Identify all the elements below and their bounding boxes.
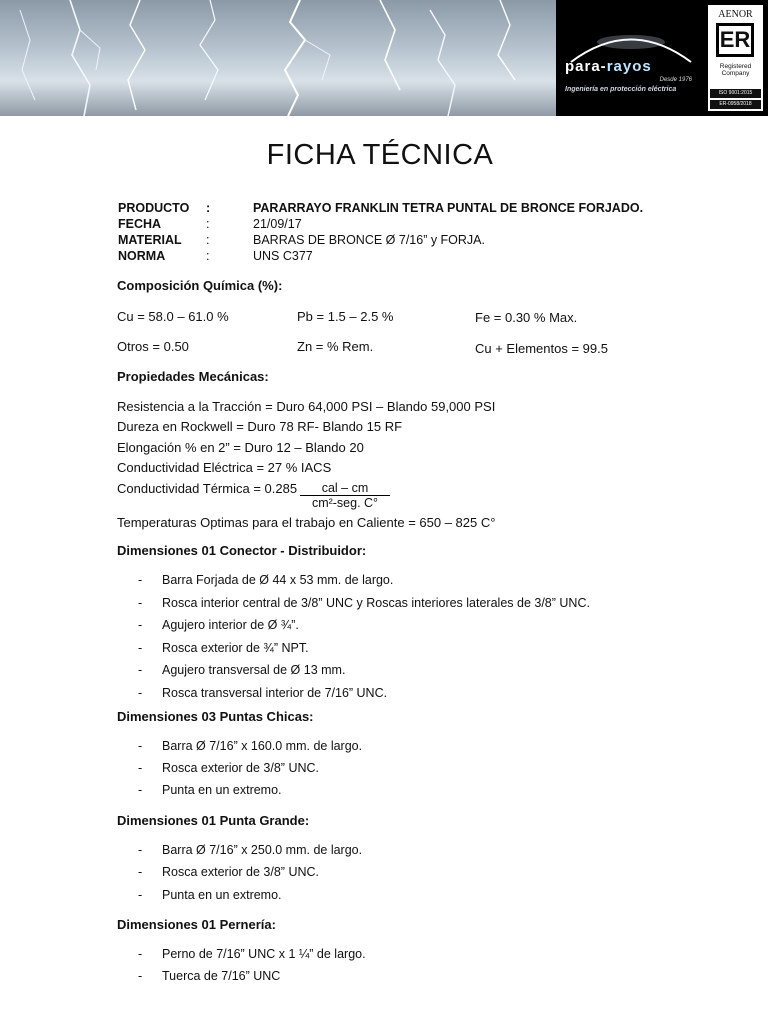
section-heading: Dimensiones 01 Conector - Distribuidor: bbox=[117, 543, 367, 558]
thermal-units-fraction bbox=[300, 481, 390, 510]
thermal-denominator: cm²-seg. C° bbox=[311, 496, 379, 510]
material-sep: : bbox=[206, 233, 210, 247]
standard-label: NORMA bbox=[118, 249, 166, 263]
product-label: PRODUCTO bbox=[118, 201, 190, 215]
list-item: - Barra Ø 7/16” x 250.0 mm. de largo. bbox=[138, 843, 363, 857]
list-item: - Rosca exterior de ¾” NPT. bbox=[138, 641, 309, 655]
cert-title: AENOR bbox=[718, 9, 753, 20]
standard-sep: : bbox=[206, 249, 210, 263]
material-label: MATERIAL bbox=[118, 233, 182, 247]
mechanical-elongation: Elongación % en 2” = Duro 12 – Blando 20 bbox=[117, 440, 364, 455]
composition-zn: Zn = % Rem. bbox=[297, 339, 374, 354]
composition-others: Otros = 0.50 bbox=[117, 339, 189, 354]
standard-value: UNS C377 bbox=[253, 249, 313, 263]
company-logo bbox=[556, 0, 704, 116]
brand-tagline: Ingeniería en protección eléctrica bbox=[565, 86, 677, 93]
section-heading: Dimensiones 01 Pernería: bbox=[117, 917, 276, 932]
section-heading: Dimensiones 01 Punta Grande: bbox=[117, 813, 310, 828]
date-value: 21/09/17 bbox=[253, 217, 302, 231]
brand-since: Desde 1976 bbox=[659, 77, 692, 83]
cert-iso-2: ER-0958/2018 bbox=[710, 100, 761, 109]
cert-iso-1: ISO 9001:2015 bbox=[710, 89, 761, 98]
product-sep: : bbox=[206, 201, 211, 215]
date-sep: : bbox=[206, 217, 210, 231]
er-mark-icon: ER bbox=[716, 23, 754, 57]
mechanical-electrical: Conductividad Eléctrica = 27 % IACS bbox=[117, 460, 332, 475]
cert-registered: Registered Company bbox=[719, 63, 752, 77]
thermal-numerator: cal – cm bbox=[300, 481, 390, 496]
list-item: - Rosca transversal interior de 7/16” UNC. bbox=[138, 686, 388, 700]
mechanical-temperature: Temperaturas Optimas para el trabajo en Caliente = 650 – 825 C° bbox=[117, 515, 496, 530]
header-banner bbox=[0, 0, 768, 116]
list-item: - Rosca exterior de 3/8” UNC. bbox=[138, 761, 320, 775]
list-item: - Perno de 7/16” UNC x 1 ¼” de largo. bbox=[138, 947, 366, 961]
composition-pb: Pb = 1.5 – 2.5 % bbox=[297, 309, 394, 324]
list-item: - Rosca exterior de 3/8” UNC. bbox=[138, 865, 320, 879]
composition-heading: Composición Química (%): bbox=[117, 278, 283, 293]
composition-fe: Fe = 0.30 % Max. bbox=[475, 310, 578, 325]
list-item: - Punta en un extremo. bbox=[138, 783, 282, 797]
page-title: FICHA TÉCNICA bbox=[266, 139, 494, 171]
mechanical-heading: Propiedades Mecánicas: bbox=[117, 369, 269, 384]
product-value: PARARRAYO FRANKLIN TETRA PUNTAL DE BRONCE FORJADO. bbox=[253, 201, 644, 215]
list-item: - Barra Ø 7/16” x 160.0 mm. de largo. bbox=[138, 739, 363, 753]
mechanical-hardness: Dureza en Rockwell = Duro 78 RF- Blando 15 RF bbox=[117, 419, 403, 434]
composition-total: Cu + Elementos = 99.5 bbox=[475, 341, 608, 356]
brand-name: para-rayos bbox=[565, 58, 652, 75]
mechanical-thermal: Conductividad Térmica = 0.285 bbox=[117, 481, 298, 496]
section-heading: Dimensiones 03 Puntas Chicas: bbox=[117, 709, 314, 724]
certification-badge bbox=[704, 0, 768, 116]
list-item: - Agujero transversal de Ø 13 mm. bbox=[138, 663, 346, 677]
list-item: - Agujero interior de Ø ¾”. bbox=[138, 618, 299, 632]
mechanical-tensile: Resistencia a la Tracción = Duro 64,000 PSI – Blando 59,000 PSI bbox=[117, 399, 496, 414]
composition-cu: Cu = 58.0 – 61.0 % bbox=[117, 309, 229, 324]
list-item: - Rosca interior central de 3/8” UNC y Roscas interiores laterales de 3/8” UNC. bbox=[138, 596, 590, 610]
material-value: BARRAS DE BRONCE Ø 7/16” y FORJA. bbox=[253, 233, 485, 247]
list-item: - Punta en un extremo. bbox=[138, 888, 282, 902]
lightning-sky-image bbox=[0, 0, 556, 116]
list-item: - Tuerca de 7/16” UNC bbox=[138, 969, 281, 983]
list-item: - Barra Forjada de Ø 44 x 53 mm. de largo. bbox=[138, 573, 394, 587]
date-label: FECHA bbox=[118, 217, 162, 231]
